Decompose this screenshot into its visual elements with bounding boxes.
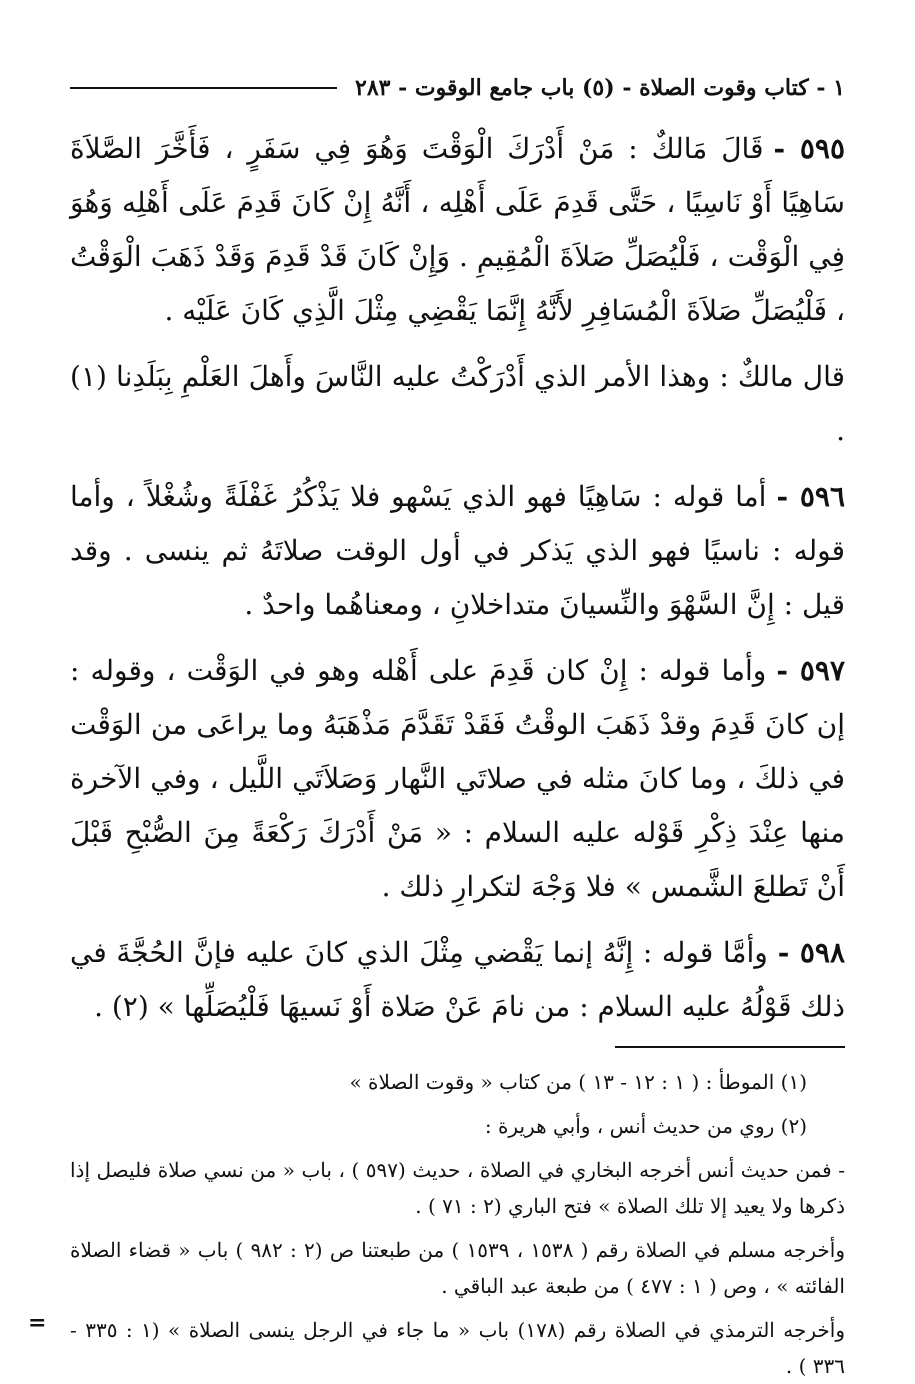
paragraph-text: قَالَ مَالكٌ : مَنْ أَدْرَكَ الْوَقْتَ وَهُوَ فِي سَفَرٍ ، فَأَخَّرَ الصَّلاَةَ سَاهِيًا أَوْ نَاسِيًا ، حَتَّى قَدِمَ عَلَى أَهْلِه ، أَنَّهُ إِنْ كَانَ قَدِمَ عَلَى أَهْلِه وَهُوَ فِي الْوَقْت ، فَلْيُصَلِّ صَلاَةَ الْمُقِيمِ . وَإِنْ كَانَ قَدْ قَدِمَ وَقَدْ ذَهَبَ الْوَقْتُ ، فَلْيُصَلِّ صَلاَةَ الْمُسَافِرِ لأَنَّهُ إِنَّمَا يَقْضِي مِثْلَ الَّذِي كَانَ عَلَيْه .	[70, 132, 845, 327]
footnote-2: (٢) روي من حديث أنس ، وأبي هريرة :	[484, 1114, 807, 1138]
end-mark: =	[28, 1310, 47, 1336]
paragraph-text: قال مالكٌ : وهذا الأمر الذي أَدْرَكْتُ عليه النَّاسَ وأَهلَ العَلْمِ بِبَلَدِنا (١) .	[70, 360, 845, 447]
paragraph-number: ٥٩٨ -	[777, 936, 845, 969]
footnotes	[70, 1064, 845, 1384]
paragraph-text: وأما قوله : إِنْ كان قَدِمَ على أَهْله وهو في الوَقْت ، وقوله : إن كانَ قَدِمَ وقدْ ذَهَبَ الوقْتُ فَقَدْ تَقَدَّمَ مَذْهَبَهُ وما يراعَى من الوَقْت في ذلكَ ، وما كانَ مثله في صلاتَي النَّهار وَصَلاَتَي اللَّيل ، وفي الآخرة منها عِنْدَ ذِكْرِ قَوْله عليه السلام : « مَنْ أَدْرَكَ رَكْعَةً مِنَ الصُّبْحِ قَبْلَ أَنْ تَطلعَ الشَّمس » فلا وَجْهَ لتكرارِ ذلك .	[70, 654, 845, 903]
paragraph-598	[70, 926, 845, 1034]
paragraph-number: ٥٩٦ -	[776, 480, 846, 513]
main-text	[70, 122, 845, 1034]
paragraph-595	[70, 122, 845, 338]
paragraph-malik-note	[70, 350, 845, 458]
footnote-1: (١) الموطأ : ( ١ : ١٢ - ١٣ ) من كتاب « وقوت الصلاة »	[349, 1070, 807, 1094]
footnote-2-tirmidhi: وأخرجه الترمذي في الصلاة رقم (١٧٨) باب « ما جاء في الرجل ينسى الصلاة » (١ : ٣٣٥ - ٣٣٦ ) .	[70, 1318, 845, 1378]
running-title: ١ - كتاب وقوت الصلاة - (٥) باب جامع الوقوت - ٢٨٣	[355, 75, 845, 101]
footnote-separator	[615, 1046, 845, 1048]
paragraph-596	[70, 470, 845, 632]
paragraph-text: أما قوله : سَاهِيًا فهو الذي يَسْهو فلا يَذْكُرُ غَفْلَةً وشُغْلاً ، وأما قوله : ناسيًا فهو الذي يَذكر في أول الوقت صلاتَهُ ثم ينسى . وقد قيل : إِنَّ السَّهْوَ والنِّسيانَ متداخلانِ ، ومعناهُما واحدٌ .	[70, 480, 845, 621]
running-header	[70, 64, 845, 112]
header-rule	[70, 87, 337, 89]
book-page	[70, 64, 846, 1378]
footnote-2-muslim: وأخرجه مسلم في الصلاة رقم ( ١٥٣٨ ، ١٥٣٩ ) من طبعتنا ص (٢ : ٩٨٢ ) باب « قضاء الصلاة الفائته » ، وص ( ١ : ٤٧٧ ) من طبعة عبد الباقي .	[70, 1238, 846, 1298]
paragraph-number: ٥٩٧ -	[776, 654, 846, 687]
paragraph-number: ٥٩٥ -	[773, 132, 845, 165]
paragraph-597	[70, 644, 845, 914]
footnote-2-bukhari: - فمن حديث أنس أخرجه البخاري في الصلاة ، حديث (٥٩٧ ) ، باب « من نسي صلاة فليصل إذا ذكرها ولا يعيد إلا تلك الصلاة » فتح الباري (٢ : ٧١ ) .	[70, 1158, 845, 1218]
paragraph-text: وأمَّا قوله : إِنَّهُ إنما يَقْضي مِثْلَ الذي كانَ عليه فإنَّ الحُجَّةَ في ذلك قَوْلُهُ عليه السلام : من نامَ عَنْ صَلاة أَوْ نَسيهَا فَلْيُصَلِّها » (٢) .	[70, 936, 845, 1023]
